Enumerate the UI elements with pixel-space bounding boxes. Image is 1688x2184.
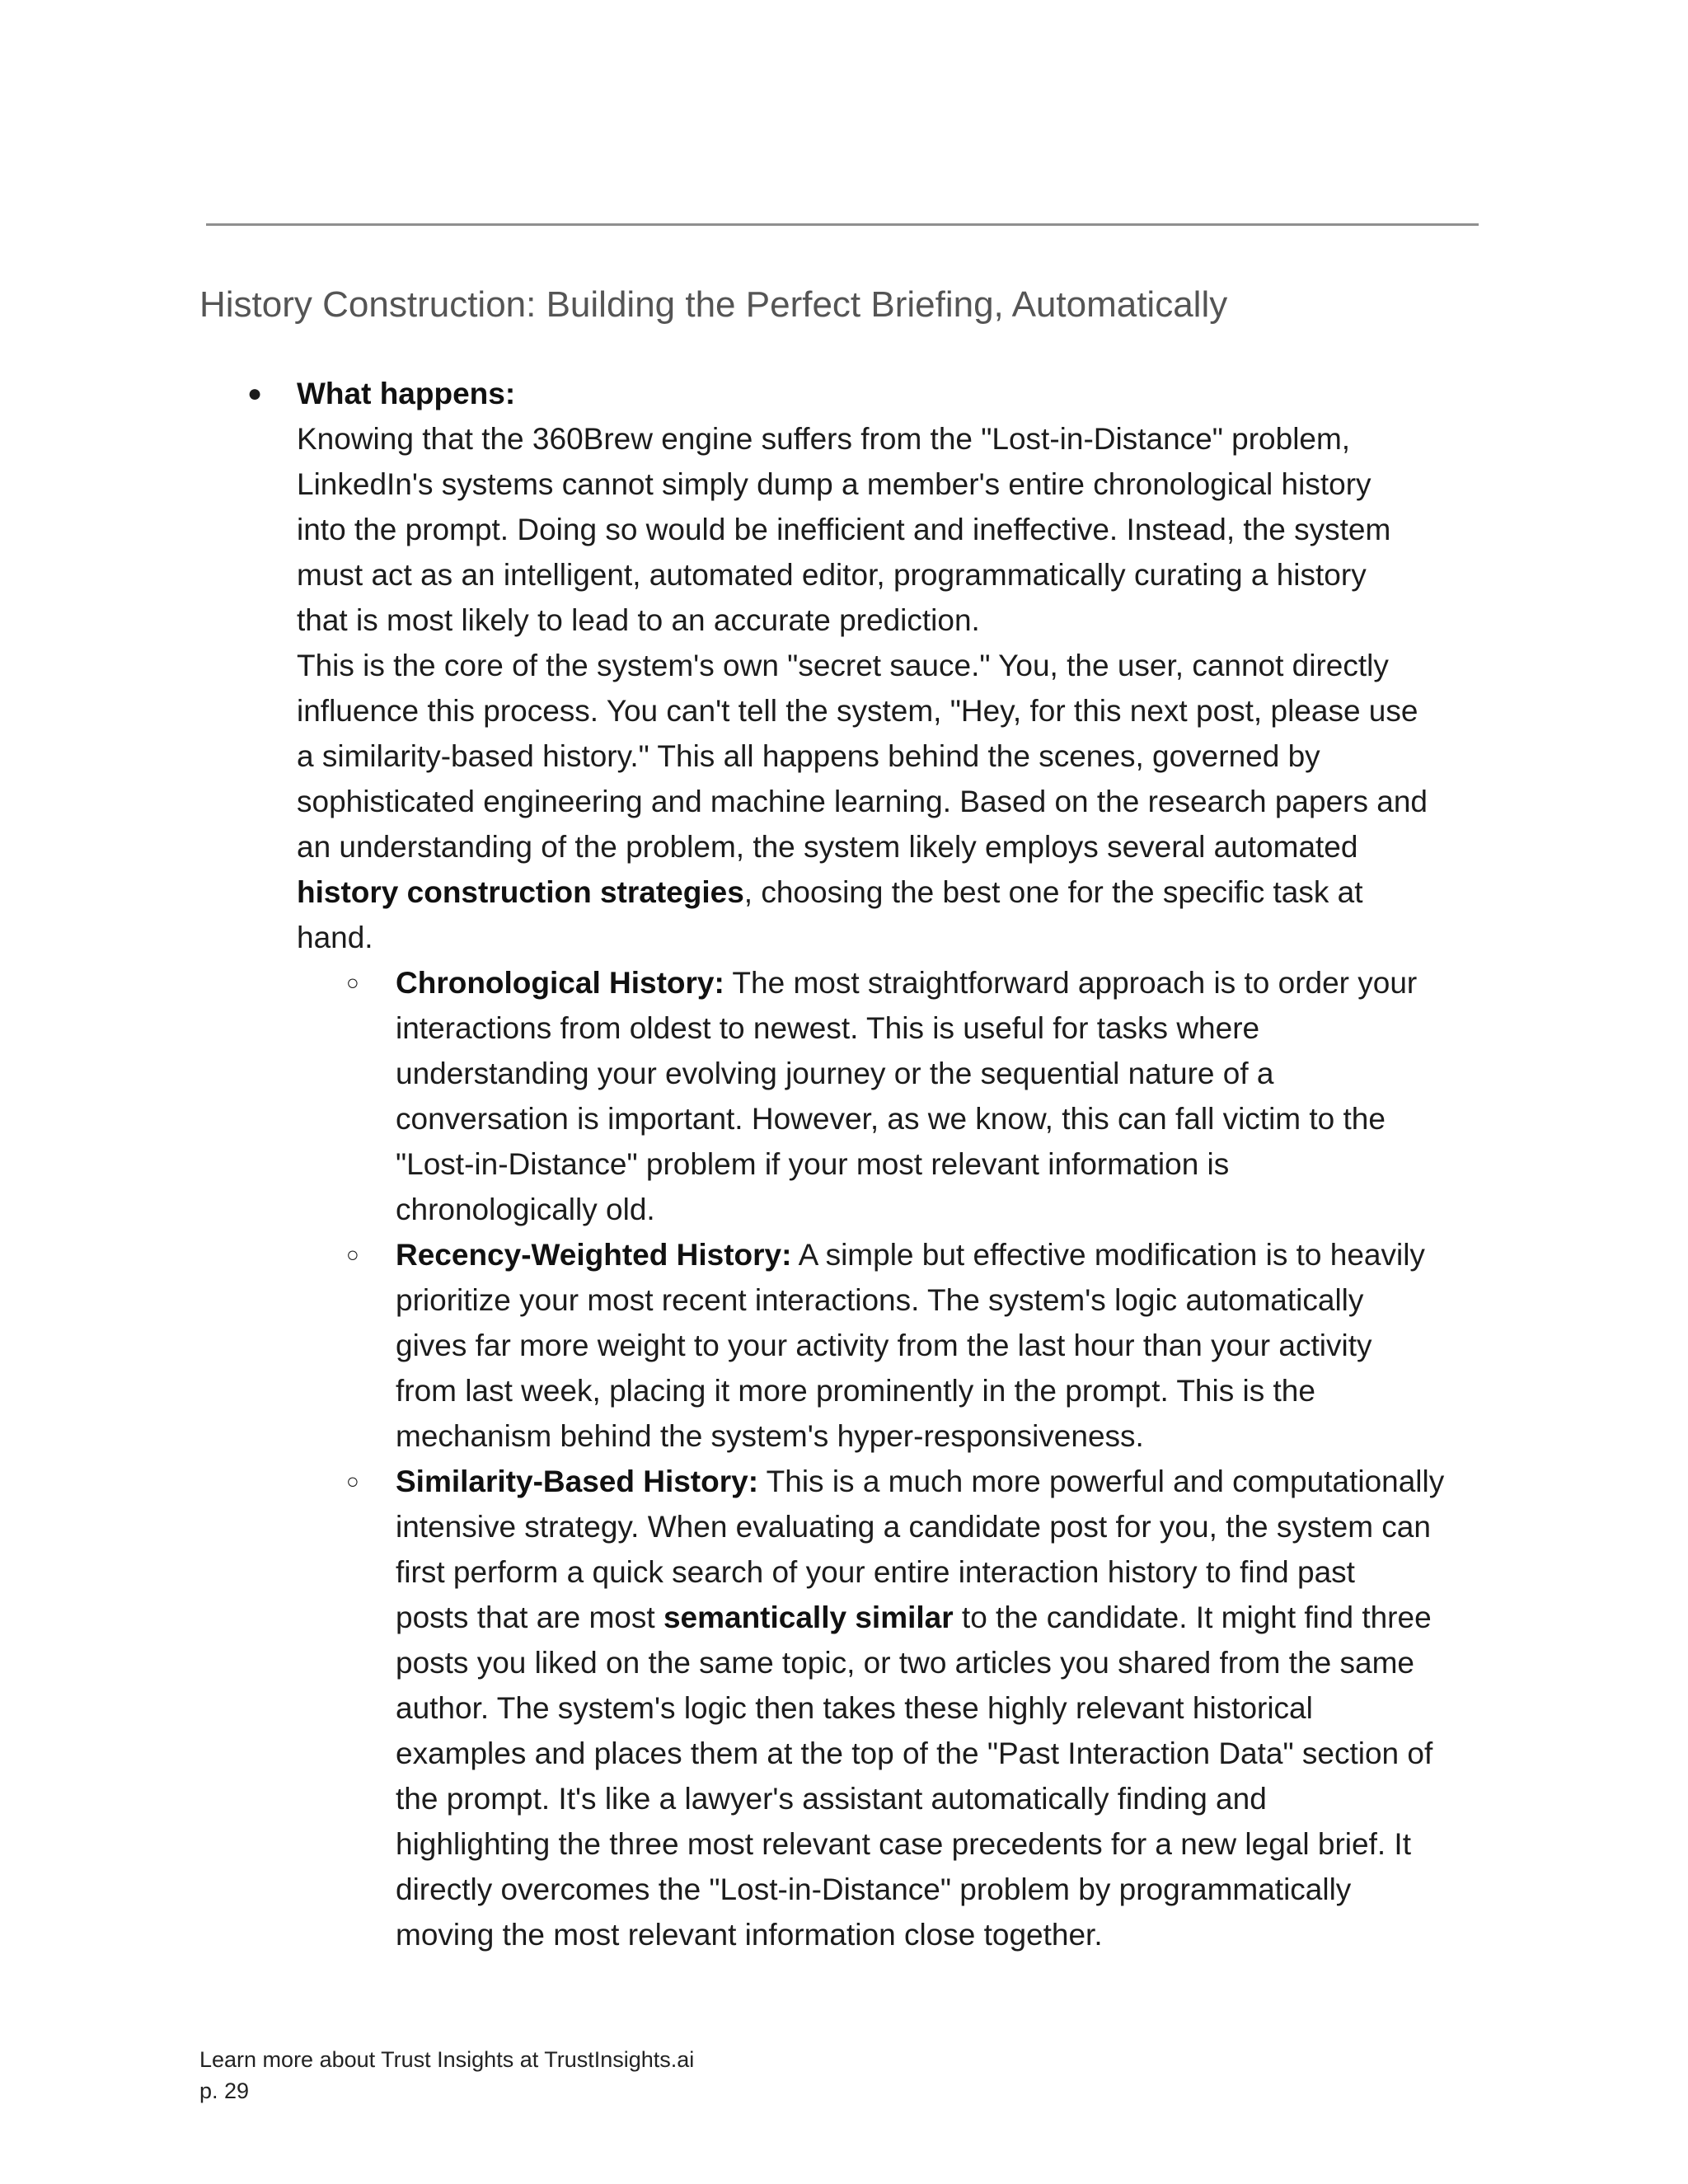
text-line: highlighting the three most relevant case precedents for a new legal brief. It: [396, 1827, 1411, 1861]
text-line: history construction strategies, choosing the best one for the specific task at: [297, 875, 1363, 909]
text-line: author. The system's logic then takes these highly relevant historical: [396, 1691, 1313, 1725]
page-number: p. 29: [199, 2079, 250, 2103]
bold-term: semantically similar: [663, 1601, 954, 1634]
text-line: Similarity-Based History: This is a much more powerful and computationally: [396, 1465, 1445, 1498]
bullet-circle-icon: ○: [346, 970, 359, 995]
footer-text: Learn more about Trust Insights at TrustInsights.ai: [199, 2047, 695, 2072]
sub-bullet-label: Chronological History:: [396, 966, 724, 1000]
text-line: sophisticated engineering and machine learning. Based on the research papers and: [297, 785, 1428, 818]
text-line: directly overcomes the "Lost-in-Distance" problem by programmatically: [396, 1872, 1352, 1906]
text-line: posts that are most semantically similar to the candidate. It might find three: [396, 1601, 1432, 1634]
text-line: posts you liked on the same topic, or two articles you shared from the same: [396, 1646, 1414, 1680]
page-footer: [199, 2044, 694, 2107]
text-line: first perform a quick search of your entire interaction history to find past: [396, 1555, 1355, 1589]
text-line: This is the core of the system's own "secret sauce." You, the user, cannot directly: [297, 649, 1389, 682]
text-line: Knowing that the 360Brew engine suffers from the "Lost-in-Distance" problem,: [297, 422, 1351, 456]
text-line: a similarity-based history." This all happens behind the scenes, governed by: [297, 739, 1320, 773]
bullet-label: What happens:: [297, 377, 516, 410]
text-line: intensive strategy. When evaluating a candidate post for you, the system can: [396, 1510, 1431, 1544]
text-line: must act as an intelligent, automated editor, programmatically curating a history: [297, 558, 1367, 592]
text-line: hand.: [297, 921, 373, 954]
text-line: moving the most relevant information close together.: [396, 1918, 1103, 1952]
sub-bullet-chronological: [199, 960, 1518, 1232]
text-line: prioritize your most recent interactions. The system's logic automatically: [396, 1283, 1364, 1317]
bold-term: history construction strategies: [297, 875, 744, 909]
header-divider: [206, 223, 1479, 226]
text-line: interactions from oldest to newest. This is useful for tasks where: [396, 1011, 1260, 1045]
text-line: an understanding of the problem, the system likely employs several automated: [297, 830, 1358, 864]
text-line: Chronological History: The most straightforward approach is to order your: [396, 966, 1418, 1000]
sub-bullet-label: Recency-Weighted History:: [396, 1238, 792, 1272]
sub-bullet-recency: [199, 1232, 1518, 1459]
bullet-circle-icon: ○: [346, 1242, 359, 1267]
main-content: [199, 371, 1518, 1957]
text-line: LinkedIn's systems cannot simply dump a member's entire chronological history: [297, 467, 1372, 501]
text-line: conversation is important. However, as we know, this can fall victim to the: [396, 1102, 1386, 1136]
text-line: "Lost-in-Distance" problem if your most relevant information is: [396, 1147, 1230, 1181]
text-line: mechanism behind the system's hyper-responsiveness.: [396, 1419, 1144, 1453]
text-line: the prompt. It's like a lawyer's assistant automatically finding and: [396, 1782, 1267, 1816]
text-line: from last week, placing it more prominently in the prompt. This is the: [396, 1374, 1315, 1408]
text-line: into the prompt. Doing so would be inefficient and ineffective. Instead, the system: [297, 513, 1391, 546]
bullet-circle-icon: ○: [346, 1469, 359, 1493]
sub-bullet-similarity: [199, 1459, 1518, 1957]
text-line: Recency-Weighted History: A simple but effective modification is to heavily: [396, 1238, 1425, 1272]
text-line: gives far more weight to your activity from the last hour than your activity: [396, 1329, 1372, 1362]
text-line: chronologically old.: [396, 1193, 655, 1226]
section-heading: History Construction: Building the Perfect Briefing, Automatically: [199, 284, 1228, 325]
bullet-dot-icon: ●: [247, 380, 263, 407]
bullet-what-happens: [199, 371, 1518, 960]
text-line: influence this process. You can't tell the system, "Hey, for this next post, please use: [297, 694, 1418, 728]
text-line: that is most likely to lead to an accurate prediction.: [297, 603, 980, 637]
text-line: understanding your evolving journey or the sequential nature of a: [396, 1057, 1274, 1090]
sub-bullet-label: Similarity-Based History:: [396, 1465, 759, 1498]
text-line: examples and places them at the top of the "Past Interaction Data" section of: [396, 1736, 1433, 1770]
